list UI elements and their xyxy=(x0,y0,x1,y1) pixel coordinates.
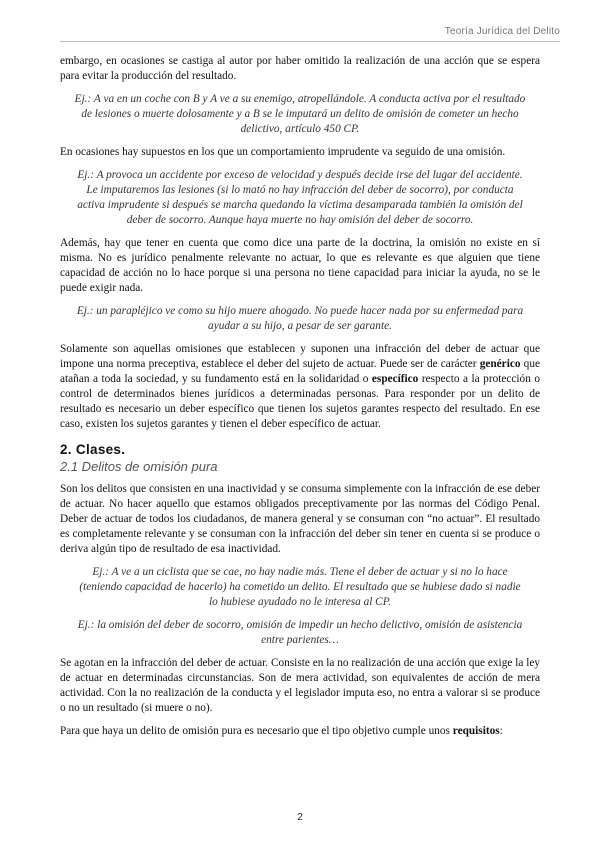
paragraph xyxy=(60,724,540,739)
page-number: 2 xyxy=(297,812,303,823)
text-run: Solamente son aquellas omisiones que establecen y suponen una infracción del deber de actuar que impone una norma preceptiva, establece el deber del sujeto de actuar. Puede ser de carácter xyxy=(60,343,540,370)
page-content xyxy=(60,54,540,747)
paragraph: embargo, en ocasiones se castiga al autor por haber omitido la realización de una acción que se espera para evitar la producción del resultado. xyxy=(60,55,540,82)
paragraph: Además, hay que tener en cuenta que como dice una parte de la doctrina, la omisión no existe en sí misma. No es jurídico penalmente relevante no actuar, lo que es relevante es que alguien que tiene capacidad de acción no lo hace porque si una persona no tiene capacidad para iniciar la ayuda, no se le puede exigir nada. xyxy=(60,237,540,294)
text-run: : xyxy=(499,725,503,737)
bold-term-especifico: específico xyxy=(371,373,419,385)
paragraph: Son los delitos que consisten en una inactividad y se consuma simplemente con la infracción de ese deber de actuar. No hacer aquello que estamos obligados preceptivamente por las normas del Código Penal. Deber de actuar de todos los ciudadanos, de manera general y se consuman con “no actuar”. El resultado es completamente relevante y se consuman con la infracción del deber sin tener en cuenta si se produce o deriva algún tipo de resultado de esa inactividad. xyxy=(60,483,540,555)
example-block: Ej.: A ve a un ciclista que se cae, no hay nadie más. Tiene el deber de actuar y si no lo hace (teniendo capacidad de hacerlo) ha cometido un delito. El resultado que se hubiese dado si nadie lo hubiese ayudado no le interesa al CP. xyxy=(79,566,521,608)
paragraph: En ocasiones hay supuestos en los que un comportamiento imprudente va seguido de una omisión. xyxy=(60,146,506,158)
text-run: que atañan a toda la sociedad, y su fundamento está en la solidaridad o xyxy=(60,358,540,385)
bold-term-requisitos: requisitos xyxy=(452,725,500,737)
paragraph xyxy=(60,342,540,432)
paragraph: Se agotan en la infracción del deber de actuar. Consiste en la no realización de una acción que exige la ley de actuar en determinadas circunstancias. Son de mera actividad, son equivalentes de acción de mera actividad. Con la no realización de la conducta y el legislador imputa eso, no entra a valorar si se produce o no un resultado (si muere o no). xyxy=(60,657,540,714)
section-heading: 2. Clases. xyxy=(60,442,126,457)
text-run: Para que haya un delito de omisión pura es necesario que el tipo objetivo cumple unos xyxy=(60,725,453,737)
example-block: Ej.: la omisión del deber de socorro, omisión de impedir un hecho delictivo, omisión de asistencia entre parientes… xyxy=(77,619,523,646)
example-block: Ej.: A va en un coche con B y A ve a su enemigo, atropellándole. A conducta activa por el resultado de lesiones o muerte dolosamente y a B se le imputará un delito de omisión de cometer un hecho delictivo, artículo 450 CP. xyxy=(74,93,526,135)
example-block: Ej.: un parapléjico ve como su hijo muere ahogado. No puede hacer nada por su enfermedad para ayudar a su hijo, a pesar de ser garante. xyxy=(76,305,524,332)
running-header-title: Teoría Jurídica del Delito xyxy=(444,26,560,37)
subsection-heading: 2.1 Delitos de omisión pura xyxy=(60,459,218,474)
bold-term-generico: genérico xyxy=(479,358,521,370)
example-block: Ej.: A provoca un accidente por exceso de velocidad y después decide irse del lugar del accidente. Le imputaremos las lesiones (si lo mató no hay infracción del deber de socorro), por conducta activa imprudente si después se marcha quedando la víctima desamparada también la omisión del deber de socorro. Aunque haya muerte no hay omisión del deber de socorro. xyxy=(77,169,523,226)
text-run: respecto a la protección o control de determinados bienes jurídicos a determinadas personas. Para responder por un delito de resultado es necesario un deber específico que tienen los sujetos garantes respecto del resultado. En ese caso, existen los sujetos garantes y tienen el deber específico de actuar. xyxy=(60,373,541,430)
header-rule xyxy=(60,41,560,42)
